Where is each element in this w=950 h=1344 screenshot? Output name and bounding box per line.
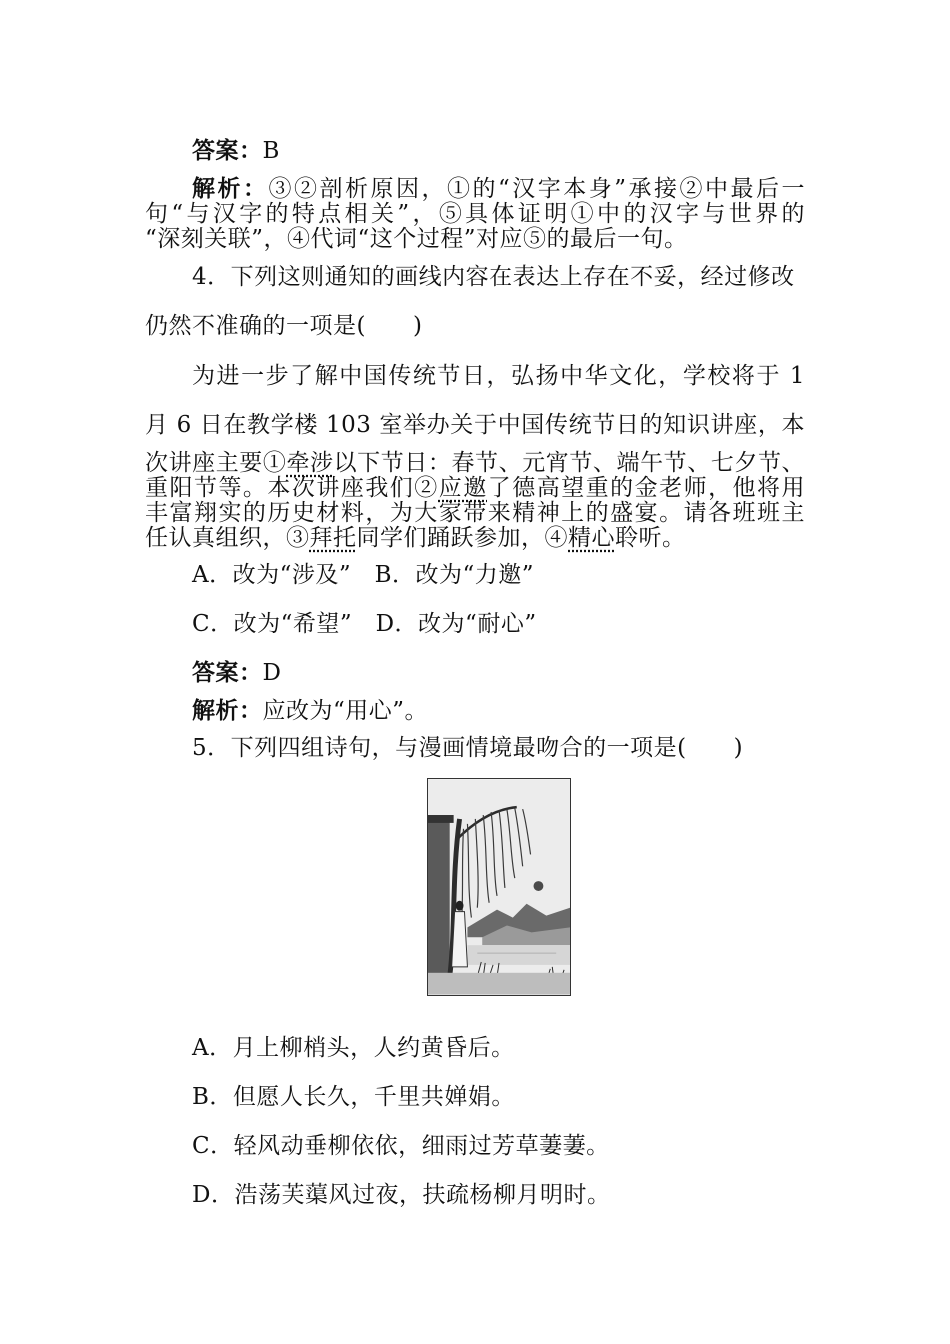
analysis-4: 解析：应改为“用心”。	[192, 697, 429, 724]
answer-label: 答案：	[192, 137, 263, 164]
underlined-phrase-4: 精心	[568, 525, 615, 551]
question-5-option-a: A．月上柳梢头，人约黄昏后。	[192, 1035, 515, 1061]
answer-4	[192, 659, 281, 687]
notice-line-5: 丰富翔实的历史材料，为大家带来精神上的盛宴。请各班班主	[145, 500, 805, 526]
underlined-phrase-3: 拜托	[309, 525, 357, 551]
analysis-3-line-3: “深刻关联”，④代词“这个过程”对应⑤的最后一句。	[145, 226, 688, 252]
analysis-3-line-2: 句“与汉字的特点相关”，⑤具体证明①中的汉字与世界的	[145, 201, 805, 227]
answer-label: 答案：	[192, 659, 263, 686]
analysis-label: 解析：	[192, 697, 263, 724]
analysis-label: 解析：	[192, 175, 269, 202]
notice-line-2: 月 6 日在教学楼 103 室举办关于中国传统节日的知识讲座，本	[145, 412, 805, 438]
question-5-option-b: B．但愿人长久，千里共婵娟。	[192, 1084, 515, 1110]
notice-line-3: 次讲座主要①牵涉以下节日：春节、元宵节、端午节、七夕节、	[145, 450, 806, 476]
answer-value: D	[262, 660, 282, 686]
willow-moon-scene	[428, 779, 570, 995]
analysis-3-line-1: 解析：③②剖析原因，①的“汉字本身”承接②中最后一	[192, 175, 805, 202]
question-4-line-1: 4．下列这则通知的画线内容在表达上存在不妥，经过修改	[192, 264, 795, 290]
answer-3	[192, 137, 280, 165]
question-4-line-2: 仍然不准确的一项是( )	[145, 313, 423, 339]
underlined-phrase-1: 牵涉	[286, 450, 334, 476]
question-4-options-cd: C．改为“希望” D．改为“耐心”	[192, 611, 537, 637]
notice-line-6: 任认真组织，③拜托同学们踊跃参加，④精心聆听。	[145, 525, 686, 551]
cartoon-illustration	[427, 778, 571, 996]
question-5-stem: 5．下列四组诗句，与漫画情境最吻合的一项是( )	[192, 735, 744, 761]
question-4-options-ab: A．改为“涉及” B．改为“力邀”	[192, 562, 535, 588]
notice-line-1: 为进一步了解中国传统节日，弘扬中华文化，学校将于 1	[192, 363, 805, 389]
notice-line-4: 重阳节等。本次讲座我们②应邀了德高望重的金老师，他将用	[145, 475, 806, 501]
answer-value: B	[262, 138, 280, 164]
underlined-phrase-2: 应邀	[438, 475, 488, 501]
question-5-option-d: D．浩荡芙蕖风过夜，扶疏杨柳月明时。	[192, 1182, 611, 1208]
question-5-option-c: C．轻风动垂柳依依，细雨过芳草萋萋。	[192, 1133, 610, 1159]
